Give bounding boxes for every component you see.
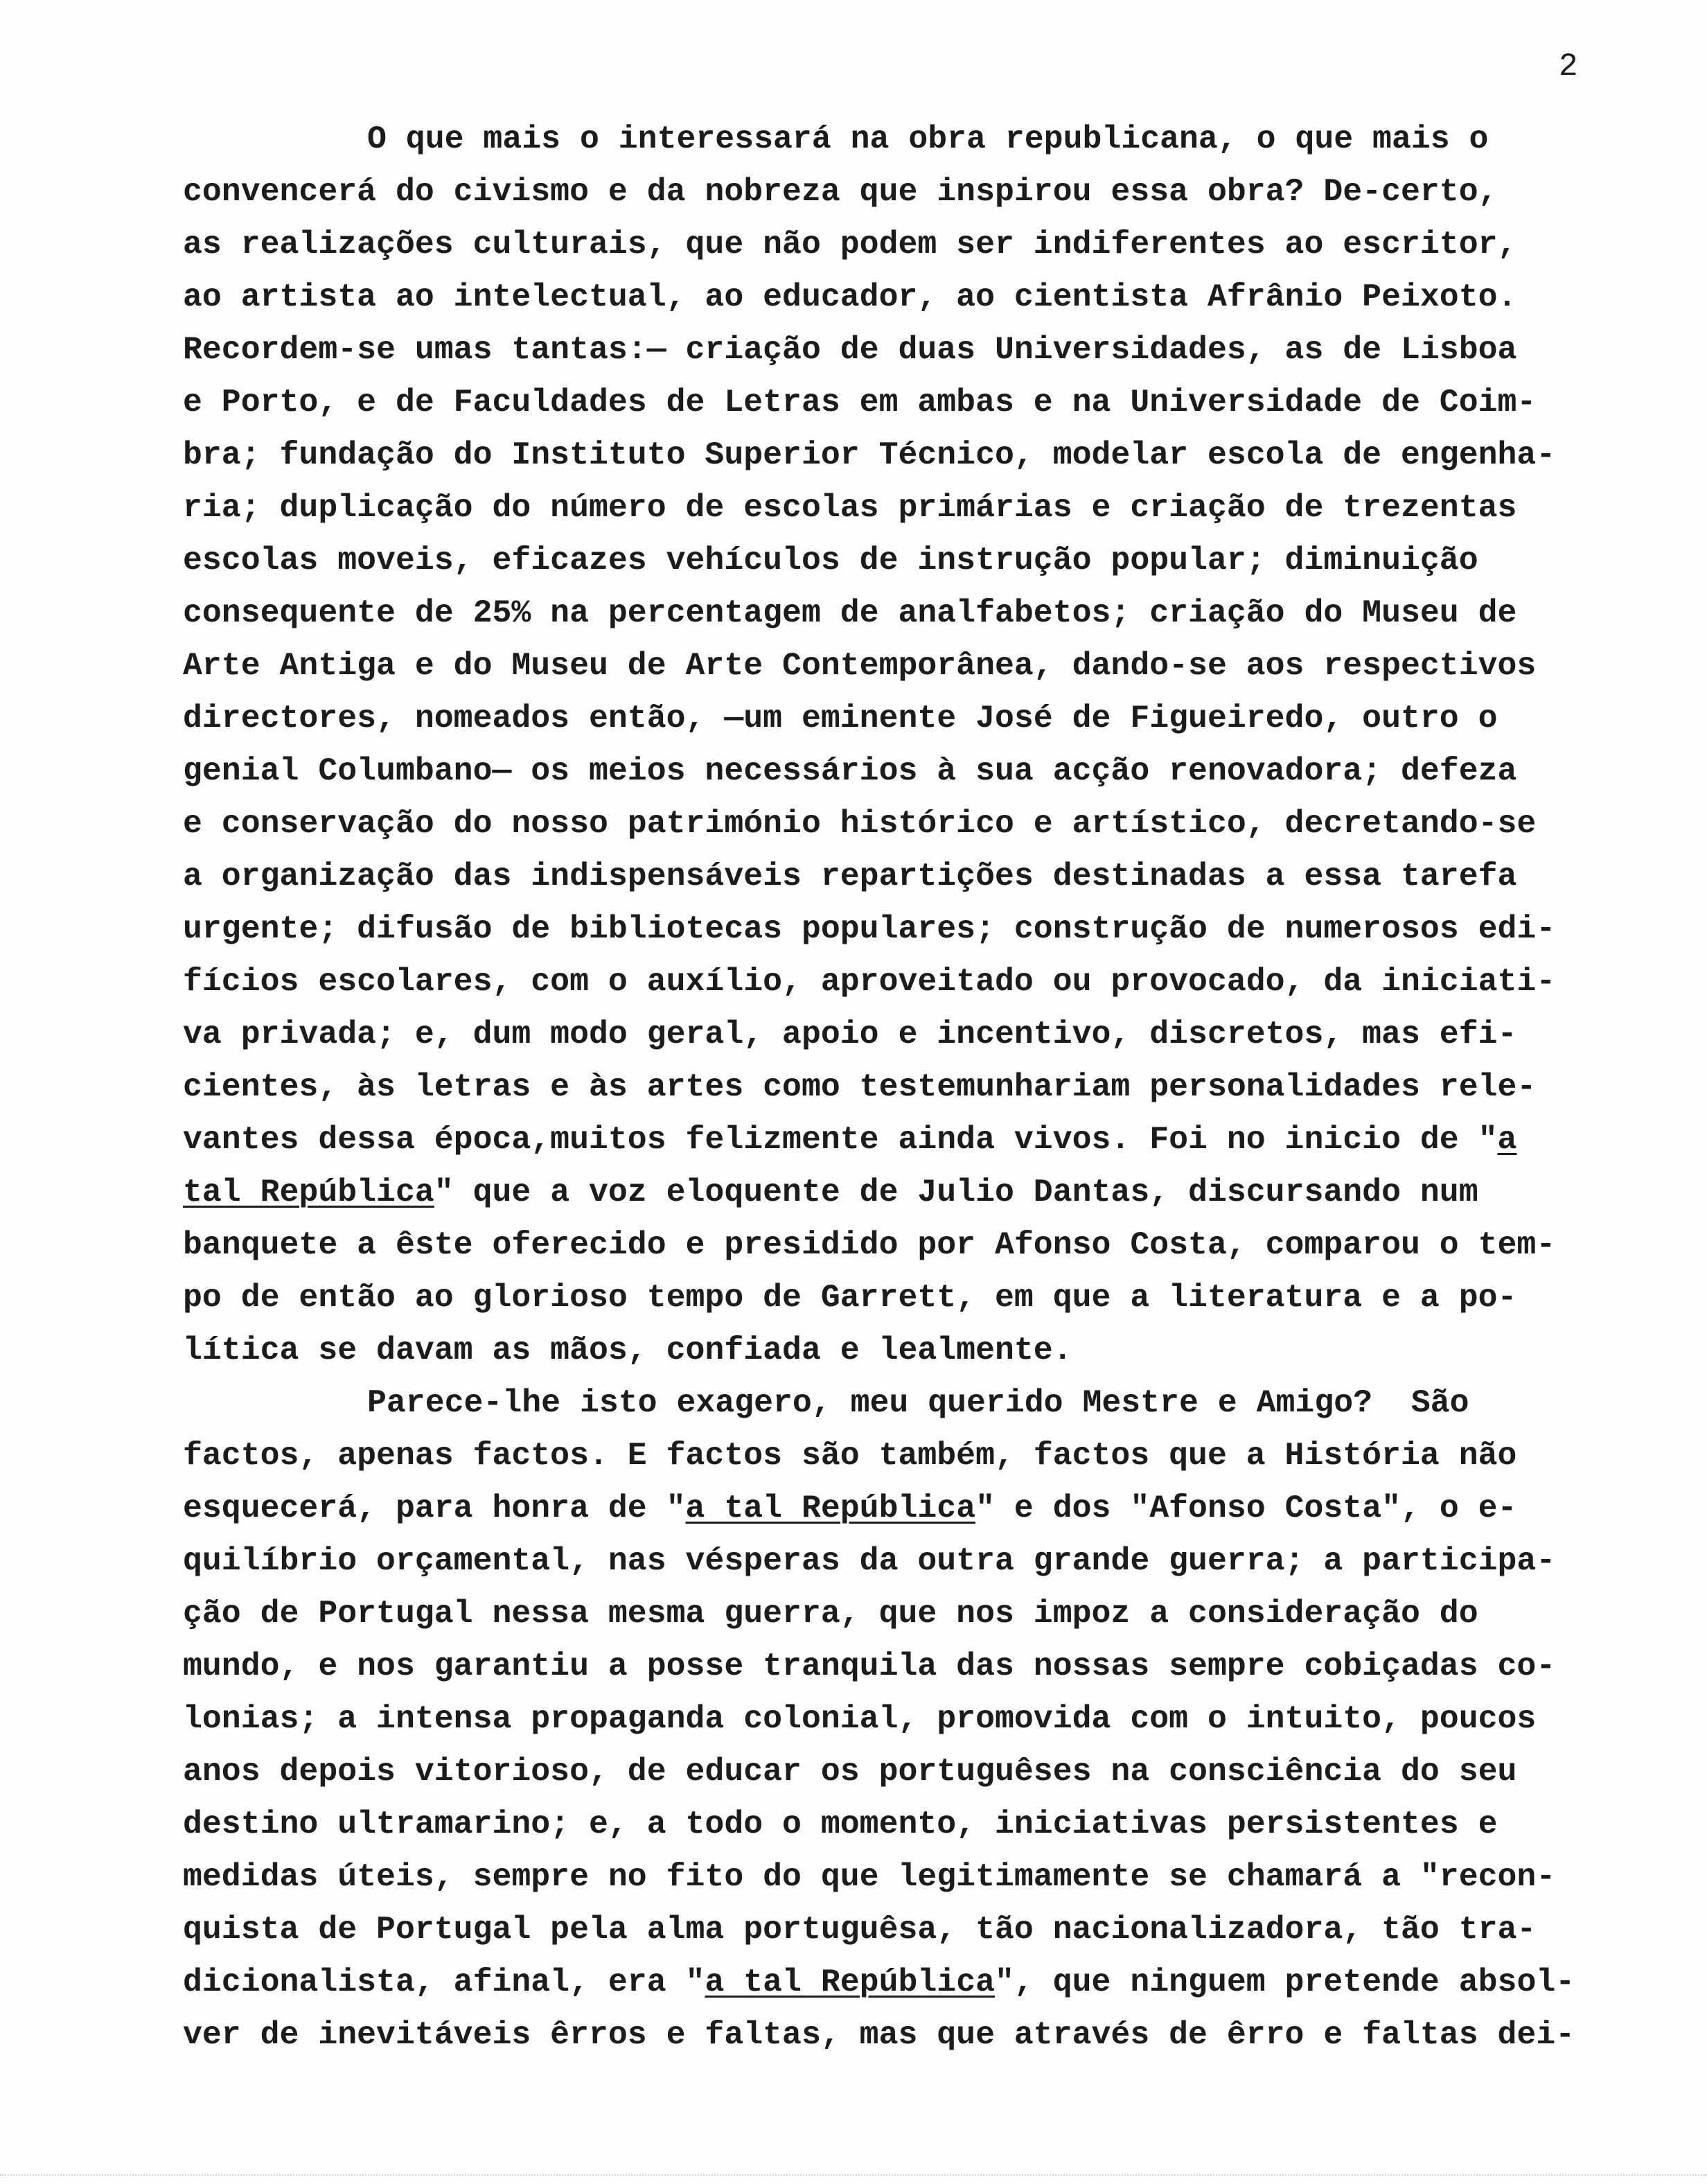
text-line: lítica se davam as mãos, confiada e lealmente.: [183, 1332, 1072, 1368]
text-line: convencerá do civismo e da nobreza que inspirou essa obra? De-certo,: [183, 173, 1498, 210]
text-line: as realizações culturais, que não podem ser indiferentes ao escritor,: [183, 226, 1517, 263]
underlined-phrase: a: [1497, 1121, 1517, 1158]
text-line: ao artista ao intelectual, ao educador, ao cientista Afrânio Peixoto.: [183, 279, 1517, 315]
text-line: bra; fundação do Instituto Superior Técnico, modelar escola de engenha-: [183, 437, 1556, 473]
text-line: factos, apenas factos. E factos são também, factos que a História não: [183, 1437, 1517, 1474]
text-line: Recordem-se umas tantas:— criação de duas Universidades, as de Lisboa: [183, 331, 1517, 368]
text-line: po de então ao glorioso tempo de Garrett, em que a literatura e a po-: [183, 1279, 1517, 1316]
text-line: esquecerá, para honra de "a tal República" e dos "Afonso Costa", o e-: [183, 1490, 1517, 1526]
text-line: consequente de 25% na percentagem de analfabetos; criação do Museu de: [183, 595, 1517, 631]
text-line: ria; duplicação do número de escolas primárias e criação de trezentas: [183, 489, 1517, 526]
underlined-phrase: tal República: [183, 1174, 434, 1210]
text-line: directores, nomeados então, —um eminente José de Figueiredo, outro o: [183, 700, 1498, 737]
text-line: escolas moveis, eficazes vehículos de instrução popular; diminuição: [183, 542, 1478, 579]
text-line: medidas úteis, sempre no fito do que legitimamente se chamará a "recon-: [183, 1858, 1556, 1895]
text-line: genial Columbano— os meios necessários à sua acção renovadora; defeza: [183, 752, 1517, 789]
text-line: e Porto, e de Faculdades de Letras em ambas e na Universidade de Coim-: [183, 384, 1537, 421]
text-line: va privada; e, dum modo geral, apoio e incentivo, discretos, mas efi-: [183, 1016, 1517, 1053]
text-line: vantes dessa época,muitos felizmente ainda vivos. Foi no inicio de "a: [183, 1121, 1517, 1158]
text-line: O que mais o interessará na obra republicana, o que mais o: [367, 121, 1489, 157]
text-line: Parece-lhe isto exagero, meu querido Mestre e Amigo? São: [367, 1384, 1469, 1421]
text-line: Arte Antiga e do Museu de Arte Contemporânea, dando-se aos respectivos: [183, 647, 1537, 684]
text-line: fícios escolares, com o auxílio, aproveitado ou provocado, da iniciati-: [183, 963, 1556, 1000]
text-line: quilíbrio orçamental, nas vésperas da outra grande guerra; a participa-: [183, 1542, 1556, 1579]
text-line: destino ultramarino; e, a todo o momento, iniciativas persistentes e: [183, 1806, 1498, 1842]
underlined-phrase: a tal República: [705, 1964, 996, 2000]
text-line: cientes, às letras e às artes como testemunhariam personalidades rele-: [183, 1068, 1537, 1105]
text-line: anos depois vitorioso, de educar os portuguêses na consciência do seu: [183, 1753, 1517, 1790]
text-line: urgente; difusão de bibliotecas populares; construção de numerosos edi-: [183, 910, 1556, 947]
text-line: lonias; a intensa propaganda colonial, promovida com o intuito, poucos: [183, 1700, 1537, 1737]
text-line: mundo, e nos garantiu a posse tranquila das nossas sempre cobiçadas co-: [183, 1648, 1556, 1684]
underlined-phrase: a tal República: [685, 1490, 976, 1526]
text-line: banquete a êste oferecido e presidido por Afonso Costa, comparou o tem-: [183, 1226, 1556, 1263]
text-line: ver de inevitáveis êrros e faltas, mas que através de êrro e faltas dei-: [183, 2016, 1575, 2053]
text-line: e conservação do nosso património histórico e artístico, decretando-se: [183, 805, 1537, 842]
text-line: ção de Portugal nessa mesma guerra, que nos impoz a consideração do: [183, 1595, 1478, 1632]
text-line: tal República" que a voz eloquente de Julio Dantas, discursando num: [183, 1174, 1478, 1210]
page-number: 2: [1559, 49, 1578, 85]
scan-edge-divider: [0, 2174, 1707, 2176]
text-line: quista de Portugal pela alma portuguêsa, tão nacionalizadora, tão tra-: [183, 1911, 1537, 1948]
text-line: dicionalista, afinal, era "a tal República", que ninguem pretende absol-: [183, 1964, 1575, 2000]
text-line: a organização das indispensáveis repartições destinadas a essa tarefa: [183, 858, 1517, 895]
